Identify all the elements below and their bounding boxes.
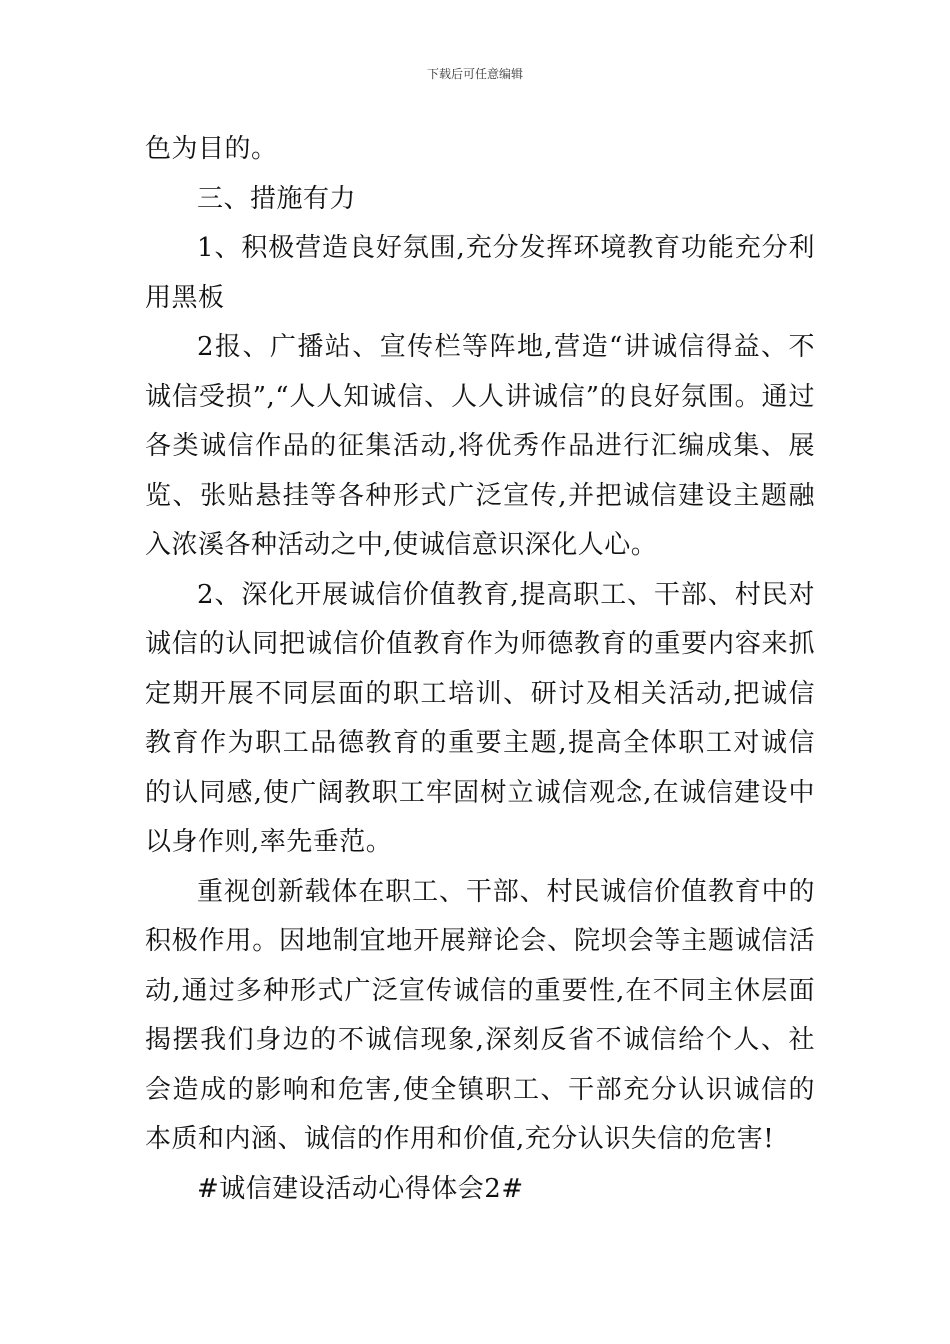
page-header-note: 下载后可任意编辑 [426, 67, 523, 81]
section-heading: 三、措施有力 [197, 183, 357, 214]
document-body [145, 125, 815, 1214]
section-title-2: #诚信建设活动心得体会2# [197, 1173, 524, 1204]
paragraph-continuation: 色为目的。 [145, 134, 278, 164]
paragraph-item-1: 1、积极营造良好氛围,充分发挥环境教育功能充分利用黑板 [145, 233, 815, 313]
paragraph-item-1-continued: 2报、广播站、宣传栏等阵地,营造“讲诚信得益、不诚信受损”,“人人知诚信、人人讲诚信”的良好氛围。通过各类诚信作品的征集活动,将优秀作品进行汇编成集、展览、张贴悬挂等各种形式广泛宣传,并把诚信建设主题融入浓溪各种活动之中,使诚信意识深化人心。 [145, 332, 815, 560]
paragraph-item-2: 2、深化开展诚信价值教育,提高职工、干部、村民对诚信的认同把诚信价值教育作为师德教育的重要内容来抓定期开展不同层面的职工培训、研讨及相关活动,把诚信教育作为职工品德教育的重要主题,提高全体职工对诚信的认同感,使广阔教职工牢固树立诚信观念,在诚信建设中以身作则,率先垂范。 [145, 579, 815, 857]
paragraph-innovation: 重视创新载体在职工、干部、村民诚信价值教育中的积极作用。因地制宜地开展辩论会、院坝会等主题诚信活动,通过多种形式广泛宣传诚信的重要性,在不同主休层面揭摆我们身边的不诚信现象,深刻反省不诚信给个人、社会造成的影响和危害,使全镇职工、干部充分认识诚信的本质和内涵、诚信的作用和价值,充分认识失信的危害! [145, 876, 815, 1154]
